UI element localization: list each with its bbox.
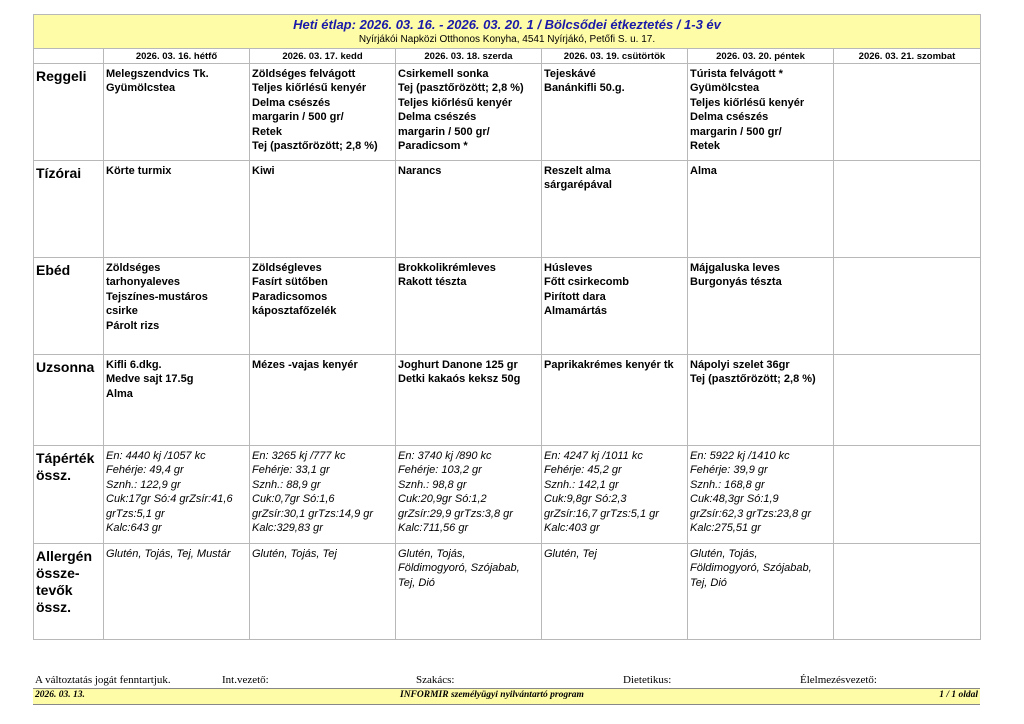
menu-item: Burgonyás tészta bbox=[690, 276, 782, 289]
menu-cell bbox=[834, 446, 981, 544]
meal-category-text: tevők bbox=[36, 582, 73, 598]
menu-item: Joghurt Danone 125 gr bbox=[398, 359, 518, 371]
menu-item: Sznh.: 142,1 gr bbox=[544, 478, 619, 491]
menu-item: Reszelt alma bbox=[544, 165, 611, 177]
menu-item: Húsleves bbox=[544, 262, 593, 274]
menu-cell bbox=[688, 161, 834, 258]
menu-item: Glutén, Tojás, bbox=[398, 548, 466, 560]
menu-item: Tej (pasztőrözött; 2,8 %) bbox=[398, 82, 524, 95]
meal-category-text: Allergén bbox=[36, 548, 93, 564]
menu-cell bbox=[250, 161, 396, 258]
menu-cell bbox=[104, 161, 250, 258]
menu-item: Tej, Dió bbox=[398, 576, 435, 589]
menu-item: Teljes kiőrlésű kenyér bbox=[252, 82, 367, 95]
menu-item: margarin / 500 gr/ bbox=[398, 125, 490, 138]
menu-cell bbox=[104, 544, 250, 640]
menu-cell bbox=[542, 258, 688, 355]
meal-row bbox=[34, 258, 981, 355]
menu-item: Földimogyoró, Szójabab, bbox=[398, 562, 520, 575]
menu-item: Melegszendvics Tk. bbox=[106, 68, 209, 80]
menu-item: Alma bbox=[690, 165, 717, 177]
menu-item: Narancs bbox=[398, 165, 442, 177]
menu-item: Kalc:329,83 gr bbox=[252, 522, 323, 535]
menu-item: Cuk:17gr Só:4 grZsír:41,6 bbox=[106, 493, 233, 506]
menu-cell bbox=[834, 355, 981, 446]
meal-row bbox=[34, 544, 981, 640]
menu-item: Sznh.: 168,8 gr bbox=[690, 478, 765, 491]
menu-item: Kifli 6.dkg. bbox=[106, 359, 162, 371]
menu-cell bbox=[250, 258, 396, 355]
signature-row bbox=[33, 674, 983, 688]
menu-item: Zöldséges bbox=[106, 262, 161, 274]
title-box bbox=[33, 14, 981, 49]
menu-cell bbox=[104, 446, 250, 544]
menu-cell bbox=[250, 64, 396, 161]
menu-item: tarhonyaleves bbox=[106, 276, 180, 289]
menu-item: Pirított dara bbox=[544, 290, 606, 303]
meal-category-text: Ebéd bbox=[36, 262, 71, 278]
menu-item: Tej, Dió bbox=[690, 576, 727, 589]
menu-item: Tej (pasztőrözött; 2,8 %) bbox=[690, 373, 816, 386]
meal-category-text: Uzsonna bbox=[36, 359, 95, 375]
menu-item: Glutén, Tojás, bbox=[690, 548, 758, 560]
menu-cell bbox=[250, 355, 396, 446]
menu-item: Delma csészés bbox=[690, 111, 769, 124]
menu-item: Gyümölcstea bbox=[106, 82, 176, 95]
menu-cell bbox=[688, 355, 834, 446]
menu-item: Fehérje: 45,2 gr bbox=[544, 464, 622, 477]
menu-item: Zöldségleves bbox=[252, 262, 322, 274]
menu-item: En: 5922 kj /1410 kc bbox=[690, 450, 790, 462]
corner-cell bbox=[34, 49, 104, 64]
menu-item: grZsír:62,3 grTzs:23,8 gr bbox=[690, 507, 812, 520]
menu-item: Kalc:403 gr bbox=[544, 522, 600, 535]
menu-item: Brokkolikrémleves bbox=[398, 262, 496, 274]
menu-item: Fehérje: 33,1 gr bbox=[252, 464, 330, 477]
meal-row bbox=[34, 446, 981, 544]
menu-item: Glutén, Tojás, Tej bbox=[252, 548, 337, 560]
menu-item: Csirkemell sonka bbox=[398, 68, 489, 80]
meal-category-label bbox=[34, 258, 104, 355]
menu-cell bbox=[396, 258, 542, 355]
menu-item: káposztafőzelék bbox=[252, 305, 337, 318]
menu-cell bbox=[104, 258, 250, 355]
menu-cell bbox=[834, 544, 981, 640]
menu-item: Párolt rizs bbox=[106, 319, 160, 332]
menu-cell bbox=[688, 544, 834, 640]
meal-category-text: össz. bbox=[36, 599, 72, 615]
menu-item: margarin / 500 gr/ bbox=[252, 111, 344, 124]
menu-table bbox=[33, 48, 981, 640]
menu-item: Delma csészés bbox=[398, 111, 477, 124]
menu-item: Retek bbox=[252, 125, 282, 138]
cook-signature-label: Szakács: bbox=[416, 674, 455, 686]
menu-item: grZsír:16,7 grTzs:5,1 gr bbox=[544, 507, 659, 520]
day-header-row bbox=[34, 49, 981, 64]
day-header: 2026. 03. 20. péntek bbox=[688, 49, 834, 64]
menu-cell bbox=[834, 258, 981, 355]
meal-category-text: össze- bbox=[36, 565, 80, 581]
menu-item: Tej (pasztőrözött; 2,8 %) bbox=[252, 140, 378, 153]
menu-cell bbox=[688, 446, 834, 544]
menu-item: Mézes -vajas kenyér bbox=[252, 359, 358, 371]
menu-item: Alma bbox=[106, 387, 133, 400]
menu-item: Paprikakrémes kenyér tk bbox=[544, 359, 674, 371]
menu-cell bbox=[688, 64, 834, 161]
meal-category-label bbox=[34, 446, 104, 544]
menu-item: Glutén, Tojás, Tej, Mustár bbox=[106, 548, 231, 560]
menu-item: grZsír:30,1 grTzs:14,9 gr bbox=[252, 507, 374, 520]
meal-row bbox=[34, 355, 981, 446]
menu-item: Fehérje: 103,2 gr bbox=[398, 464, 482, 477]
menu-cell bbox=[542, 355, 688, 446]
menu-item: Nápolyi szelet 36gr bbox=[690, 359, 790, 371]
menu-cell bbox=[250, 544, 396, 640]
menu-item: Kiwi bbox=[252, 165, 275, 177]
day-header: 2026. 03. 19. csütörtök bbox=[542, 49, 688, 64]
menu-item: Teljes kiőrlésű kenyér bbox=[398, 96, 513, 109]
menu-cell bbox=[396, 355, 542, 446]
menu-item: Főtt csirkecomb bbox=[544, 276, 629, 289]
day-header: 2026. 03. 16. hétfő bbox=[104, 49, 250, 64]
menu-item: Kalc:643 gr bbox=[106, 522, 162, 535]
menu-item: Almamártás bbox=[544, 305, 607, 318]
print-date: 2026. 03. 13. bbox=[35, 690, 85, 700]
menu-cell bbox=[396, 161, 542, 258]
menu-cell bbox=[542, 161, 688, 258]
day-header: 2026. 03. 18. szerda bbox=[396, 49, 542, 64]
food-manager-signature-label: Élelmezésvezető: bbox=[800, 674, 877, 686]
menu-cell bbox=[542, 544, 688, 640]
menu-item: grTzs:5,1 gr bbox=[106, 507, 165, 520]
menu-item: En: 3740 kj /890 kc bbox=[398, 450, 492, 462]
menu-cell bbox=[396, 446, 542, 544]
menu-item: Májgaluska leves bbox=[690, 262, 780, 274]
menu-item: Tejeskávé bbox=[544, 68, 596, 80]
dietitian-signature-label: Dietetikus: bbox=[623, 674, 672, 686]
menu-item: Medve sajt 17.5g bbox=[106, 373, 194, 386]
menu-cell bbox=[542, 446, 688, 544]
menu-item: Paradicsom * bbox=[398, 140, 468, 153]
menu-item: Cuk:48,3gr Só:1,9 bbox=[690, 493, 779, 506]
menu-item: Glutén, Tej bbox=[544, 548, 597, 560]
menu-cell bbox=[104, 64, 250, 161]
menu-item: Fasírt sütőben bbox=[252, 276, 328, 289]
menu-cell bbox=[834, 64, 981, 161]
menu-item: grZsír:29,9 grTzs:3,8 gr bbox=[398, 507, 513, 520]
menu-cell bbox=[250, 446, 396, 544]
meal-category-text: Reggeli bbox=[36, 68, 87, 84]
page-title: Heti étlap: 2026. 03. 16. - 2026. 03. 20. 1 / Bölcsődei étkeztetés / 1-3 év bbox=[293, 17, 721, 32]
menu-item: Banánkifli 50.g. bbox=[544, 82, 625, 95]
menu-cell bbox=[542, 64, 688, 161]
menu-cell bbox=[834, 161, 981, 258]
meal-row bbox=[34, 64, 981, 161]
menu-item: Delma csészés bbox=[252, 96, 331, 109]
meal-category-text: Tízórai bbox=[36, 165, 82, 181]
meal-category-label bbox=[34, 64, 104, 161]
menu-item: Cuk:9,8gr Só:2,3 bbox=[544, 493, 627, 506]
menu-item: sárgarépával bbox=[544, 179, 612, 192]
menu-item: Detki kakaós keksz 50g bbox=[398, 373, 521, 386]
menu-item: Zöldséges felvágott bbox=[252, 68, 356, 80]
footer-bar bbox=[33, 688, 980, 705]
meal-category-label bbox=[34, 355, 104, 446]
kitchen-address: Nyírjákói Napközi Otthonos Konyha, 4541 Nyírjákó, Petőfi S. u. 17. bbox=[358, 34, 656, 45]
meal-row bbox=[34, 161, 981, 258]
meal-category-text: Tápérték bbox=[36, 450, 95, 466]
menu-item: Cuk:20,9gr Só:1,2 bbox=[398, 493, 487, 506]
meal-category-label bbox=[34, 161, 104, 258]
menu-item: Rakott tészta bbox=[398, 276, 467, 289]
program-name: INFORMIR személyügyi nyilvántartó program bbox=[400, 690, 584, 700]
menu-item: Túrista felvágott * bbox=[690, 68, 783, 80]
menu-cell bbox=[396, 544, 542, 640]
day-header: 2026. 03. 21. szombat bbox=[834, 49, 981, 64]
disclaimer: A változtatás jogát fenntartjuk. bbox=[35, 674, 171, 686]
meal-category-text: össz. bbox=[36, 467, 72, 483]
menu-item: Fehérje: 49,4 gr bbox=[106, 464, 184, 477]
menu-item: En: 4440 kj /1057 kc bbox=[106, 450, 206, 462]
menu-item: Sznh.: 122,9 gr bbox=[106, 478, 181, 491]
menu-item: Teljes kiőrlésű kenyér bbox=[690, 96, 805, 109]
day-header: 2026. 03. 17. kedd bbox=[250, 49, 396, 64]
menu-item: Fehérje: 39,9 gr bbox=[690, 464, 768, 477]
menu-item: En: 4247 kj /1011 kc bbox=[544, 450, 643, 462]
menu-item: Kalc:711,56 gr bbox=[398, 522, 469, 535]
menu-item: Földimogyoró, Szójabab, bbox=[690, 562, 812, 575]
menu-item: Gyümölcstea bbox=[690, 82, 760, 95]
menu-item: En: 3265 kj /777 kc bbox=[252, 450, 346, 462]
menu-item: csirke bbox=[106, 305, 138, 318]
menu-item: Kalc:275,51 gr bbox=[690, 522, 761, 535]
meal-category-label bbox=[34, 544, 104, 640]
menu-item: Paradicsomos bbox=[252, 290, 328, 303]
menu-item: margarin / 500 gr/ bbox=[690, 125, 782, 138]
menu-item: Retek bbox=[690, 140, 720, 153]
menu-item: Körte turmix bbox=[106, 165, 172, 177]
menu-item: Cuk:0,7gr Só:1,6 bbox=[252, 493, 335, 506]
menu-cell bbox=[688, 258, 834, 355]
page-number: 1 / 1 oldal bbox=[939, 690, 978, 700]
menu-item: Sznh.: 88,9 gr bbox=[252, 478, 321, 491]
menu-item: Sznh.: 98,8 gr bbox=[398, 478, 467, 491]
menu-item: Tejszínes-mustáros bbox=[106, 290, 208, 303]
menu-cell bbox=[104, 355, 250, 446]
manager-signature-label: Int.vezető: bbox=[222, 674, 269, 686]
menu-cell bbox=[396, 64, 542, 161]
